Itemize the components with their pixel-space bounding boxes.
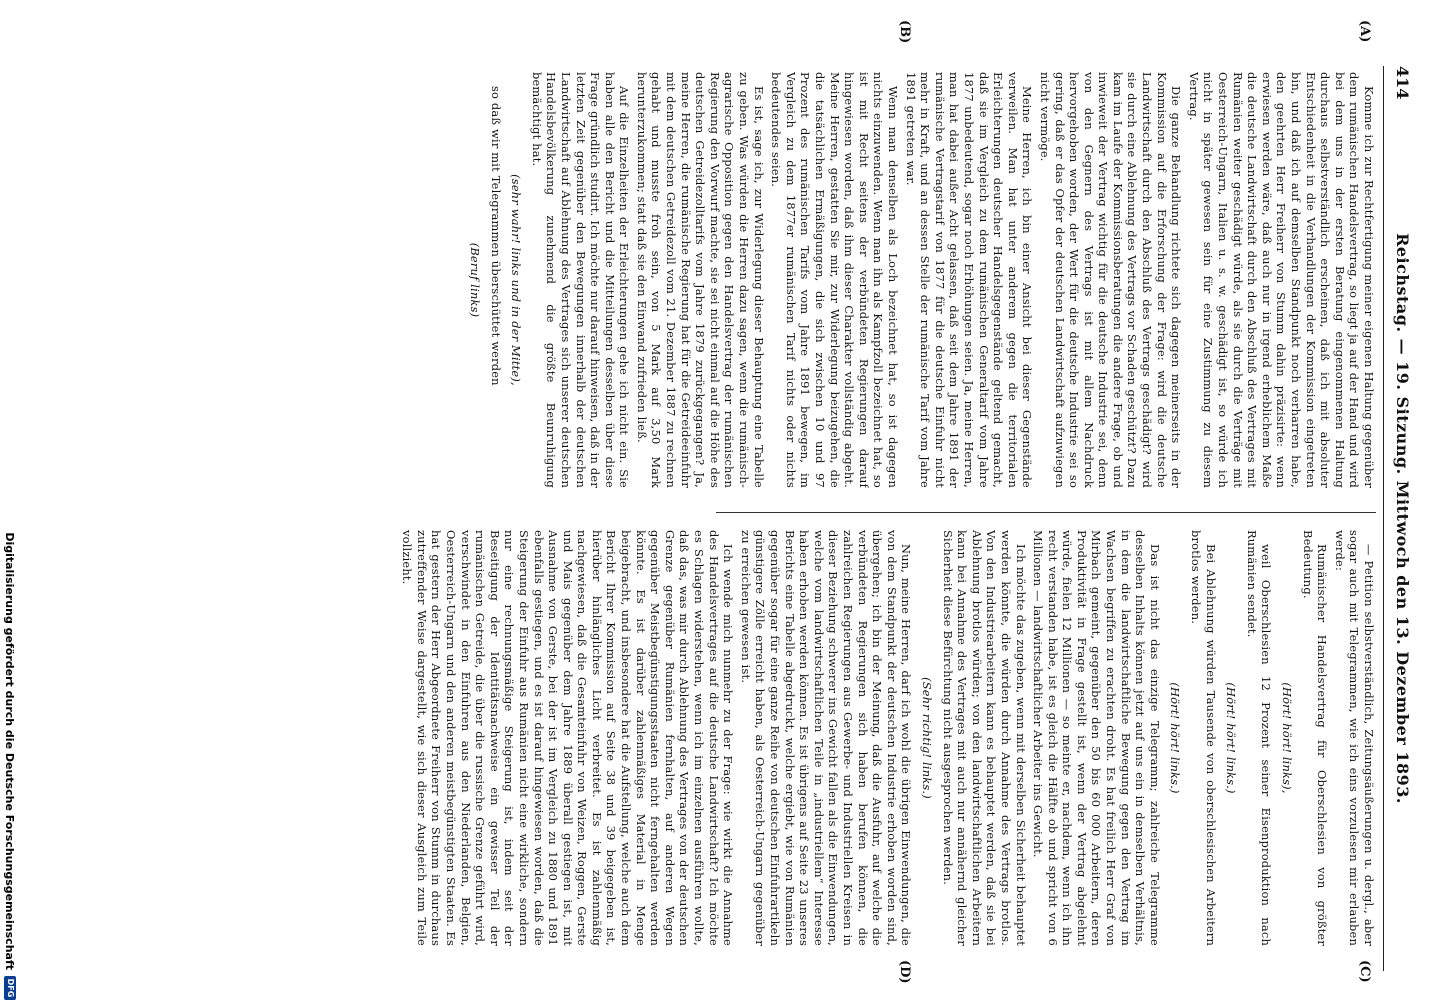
margin-marker-b: (B) xyxy=(897,20,912,44)
paragraph: Es ist, sage ich, zur Widerlegung dieser Behauptung eine Tabelle zu geben. Was würden die Herren dazu sagen, wenn die rumänisch-agrarische Opposition gegen den Handelsvertrag der rumänischen Regierung den Vorwurf machte, sie sei nicht einmal auf die Höhe des deutschen Getreidezolltarifs vom Jahre 1879 zurückgegangen? Ja, meine Herren, die rumänische Regierung hat für die Getreideeinfuhr mit dem deutschen Getreidezoll vom 21. Dezember 1887 zu rechnen gehabt und musste froh sein, von 5 Mark auf 3,50 Mark herunterzukommen; statt daß sie den Einwand zufrieden ließ. xyxy=(634,72,766,488)
interjection: (sehr wahr! links und in der Mitte), xyxy=(509,174,524,386)
paragraph: Wenn man denselben als Loch bezeichnet hat, so ist dagegen nichts einzuwenden. Wenn man ihn als Kampfzoll bezeichnet hat, so ist mit Recht seitens der verbündeten Regierungen darauf hingewiesen worden, daß ihm dieser Charakter vollständig abgeht. Meine Herren, gestatten Sie mir, zur Widerlegung beizugehen, die die tatsächlichen Ermäßigungen, die sich zwischen 10 und 97 Prozent des rumänischen Tarifs vom Jahre 1891 bewegen, im Vergleich zu dem 1877er rumänischen Tarif nichts oder nichts bedeutendes seien. xyxy=(769,72,900,488)
paragraph: Nun, meine Herren, darf ich wohl die übrigen Einwendungen, die von dem Standpunkt der deutschen Industrie erhoben worden sind, übergehen; ich bin der Meinung, daß die Ausfuhr, auf welche die verbündeten Regierungen sich haben berufen können, die zahlreichen Regierungen aus Gewerbe- und Industriellen Kreisen in dieser Beziehung schwerer ins Gewicht fallen als die Einwendungen, welche vom landwirtschaftlichen Teile in „industriellem“ Interesse haben erhoben werden können. Es ist übrigens auf Seite 23 unseres Berichts eine Tabelle abgedruckt, welche ergiebt, wie von Rumänien gegenüber sogar für eine ganze Reihe von deutschen Einfuhrartikeln günstigere Zölle erreicht haben, als Oesterreich-Ungarn gegenüber zu erreichen gewesen ist. xyxy=(738,530,914,946)
page-number: 414 xyxy=(1393,66,1412,100)
margin-marker-a: (A) xyxy=(1357,20,1372,43)
telegram-quote: Rumänischer Handelsvertrag für Oberschlesien von größter Bedeutung. xyxy=(1300,530,1330,946)
interjection: (Hört! hört! links.) xyxy=(1224,682,1239,794)
digitization-credit xyxy=(2,250,18,1000)
page-header xyxy=(1383,66,1424,971)
paragraph: so daß wir mit Telegrammen überschüttet werden xyxy=(488,86,503,386)
interjection: (Beruf links) xyxy=(467,242,482,318)
paragraph: Komme ich zur Rechtfertigung meiner eigenen Haltung gegenüber dem rumänischen Handelsvertrag, so liegt ja auf der Hand und wird bei dem uns in der ersten Beratung eingenommenen Haltung durchaus selbstverständlich erscheinen, daß ich mit absoluter Entschiedenheit in die Verhandlungen der Kommission eingetreten bin, und daß ich auf demselben Standpunkt noch verharren habe, den geehrten Herr Freiherr von Stumm dahin präzisirte: wenn erwiesen werden wäre, daß auch nur in irgend erheblichem Maße die deutsche Landwirtschaft durch den Abschluß des Vertrages mit Rumänien weiter geschädigt würde, als sie durch die Verträge mit Oesterreich-Ungarn, Italien u. s. w. geschädigt ist, so würde ich nicht in später gewesen sein für eine Zustimmung zu diesem Vertrag. xyxy=(1186,72,1376,488)
telegram-quote: weil Oberschlesien 12 Prozent seiner Eisenproduktion nach Rumänien sendet. xyxy=(1244,530,1274,946)
margin-marker-c: (C) xyxy=(1357,960,1372,983)
dfg-logo-icon: DFG xyxy=(4,976,16,1000)
left-text-column xyxy=(296,72,1376,488)
right-text-column xyxy=(296,530,1376,946)
column-divider xyxy=(716,512,1376,513)
paragraph: Ich möchte das zugeben, wenn mit derselben Sicherheit behauptet werden könnte, die würden durch Annahme des Vertrags brotlos. Von den Industriearbeitern kann es behauptet werden, daß sie bei Ablehnung brotlos würden; von den landwirtschaftlichen Arbeitern kann bei Annahme des Vertrages mit auch nur annähernd gleicher Sicherheit diese Befürchtung nicht ausgesprochen werden. xyxy=(940,530,1028,946)
paragraph: Meine Herren, ich bin einer Ansicht bei dieser Gegenstände verweilen. Man hat unter anderem gegen die territorialen Erleichterungen deutscher Handelsgegenstände geltend gemacht, daß sie im Vergleich zu dem rumänischen Generaltarif vom Jahre 1877 unbedeutend, sogar noch Erhöhungen seien. Ja, meine Herren, man hat dabei außer Acht gelassen, daß seit dem Jahre 1891 der rumänische Vertragstarif von 1877 für die deutsche Einfuhr nicht mehr in Kraft, und an dessen Stelle der rumänische Tarif vom Jahre 1891 getreten war. xyxy=(903,72,1035,488)
paragraph: — Petition selbstverständlich, Zeitungsäußerungen u. dergl., aber sogar auch mit Telegrammen, wie ich eins vorzulesen mir erlauben werde: xyxy=(1332,530,1376,946)
paragraph: Auf die Einzelheiten der Erleichterungen gehe ich nicht ein. Sie haben alle den Bericht und die Mitteilungen desselben über diese Frage gründlich studirt. Ich möchte nur darauf hinweisen, daß in der letzten Zeit gegenüber den Bewegungen innerhalb der deutschen Landwirtschaft auf Ablehnung des Vertrages sich unserer deutschen Handelsbevölkerung zunehmend die größte Beunruhigung bemächtigt hat. xyxy=(529,72,632,488)
telegram-quote: Bei Ablehnung würden Tausende von oberschlesischen Arbeitern brotlos werden. xyxy=(1189,530,1218,946)
interjection: (Hört! hört! links), xyxy=(1280,682,1295,794)
interjection: (Sehr richtig! links.) xyxy=(919,677,934,799)
credit-text: Digitalisierung gefördert durch die Deutsche Forschungsgemeinschaft xyxy=(3,532,17,970)
running-head: Reichstag. — 19. Sitzung. Mittwoch den 13. Dezember 1893. xyxy=(1393,233,1412,804)
interjection: (Hört! hört! links.) xyxy=(1168,682,1183,794)
paragraph: Ich wende mich nunmehr zu der Frage: wie wirkt die Annahme des Handelsvertrages auf die deutsche Landwirtschaft? Ich möchte es Schlagen widerstehen, wenn ich im einzelnen ausführen wollte, daß das, was mir durch Ablehnung des Vertrages von der deutschen Grenze gegenüber Rumänien fernhalten, auf anderen Wegen gegenüber Meistbegünstigungsstaaten nicht ferngehalten werden könnte. Es ist darüber zahlenmäßiges Material in Menge beigebracht, und insbesondere hat die Aufstellung, welche auch dem Bericht Ihrer Kommission auf Seite 38 und 39 beigegeben ist, hierüber hinlängliches Licht verbreitet. Es ist zahlenmäßig nachgewiesen, daß die Gesamteinfuhr von Weizen, Roggen, Gerste und Mais gegenüber dem Jahre 1889 überall gestiegen ist, mit Ausnahme von Gerste, bei der ist im Vergleich zu 1880 und 1891 ebenfalls gestiegen, und es ist darauf hingewiesen worden, daß die Steigerung der Einfuhr aus Rumänien nicht eine wirkliche, sondern nur eine rechnungsmäßige Steigerung ist, indem seit der Beseitigung der Identitätsnachweise ein gewisser Teil der rumänischen Getreide, die über die russische Grenze geführt wird, verschwindet in den Einfuhren aus den Niederlanden, Belgien, Oesterreich-Ungarn und den anderen meistbegünstigten Staaten. Es hat gestern der Herr Abgeordnete Freiherr von Stumm in durchaus zutreffender Weise dargestellt, wie sich dieser Ausgleich zum Teile vollzieht. xyxy=(400,530,736,946)
paragraph: Die ganze Behandlung richtete sich dagegen meinerseits in der Kommission auf die Erforschung der Frage: wird die deutsche Landwirtschaft durch den Abschluß des Vertrags geschädigt? wird sie durch eine Ablehnung des Vertrags vor Schaden geschützt? Dazu kam im Laufe der Kommissionsberatungen die andere Frage, ob und inwieweit der Vertrag wichtig für die deutsche Industrie sei, denn von den Gegnern des Vertrags ist mit allem Nachdruck hervorgehoben worden, der Wert für die deutsche Industrie sei so gering, daß er das Opfer der deutschen Landwirtschaft aufzuwiegen nicht vermöge. xyxy=(1037,72,1184,488)
paragraph: Das ist nicht das einzige Telegramm; zahlreiche Telegramme desselben Inhalts können jetzt auf uns ein in demselben Verhältnis, in dem die landwirtschaftliche Bewegung gegen den Vertrag im Wachsen begriffen zu erachten droht. Es hat freilich Herr Graf von Mirbach gemeint, gegenüber den 50 bis 60 000 Arbeitern, deren Produktivität in Frage gestellt ist, wenn der Vertrag abgelehnt würde, fielen 12 Millionen — so meinte er, nachdem, wenn ich ihn recht verstanden habe, ist es gleich die Hälfte ob und spricht von 6 Millionen — landwirtschaftlicher Arbeiter ins Gewicht. xyxy=(1031,530,1162,946)
margin-marker-d: (D) xyxy=(897,960,912,984)
